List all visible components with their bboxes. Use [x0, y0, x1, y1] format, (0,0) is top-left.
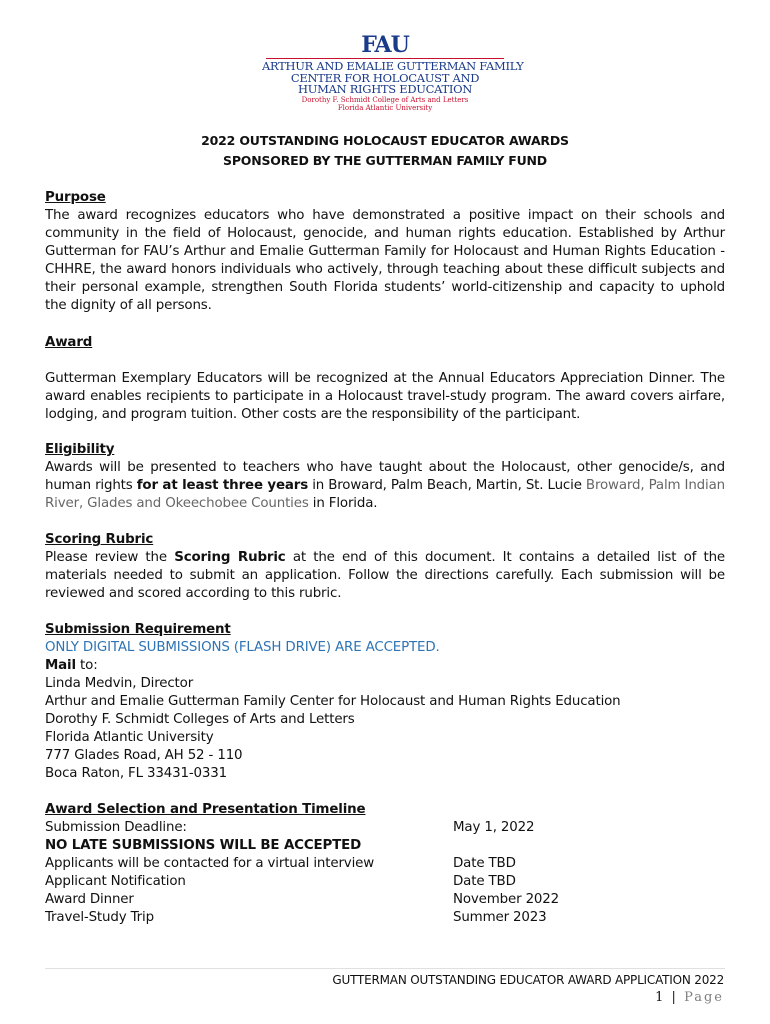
timeline-row-label: Applicant Notification — [45, 874, 186, 889]
page-word: Page — [684, 990, 724, 1005]
page-num: 1 — [655, 990, 666, 1005]
timeline-row-label: Travel-Study Trip — [45, 910, 154, 925]
deadline-value: May 1, 2022 — [453, 820, 535, 835]
eligibility-text-3: in Florida. — [308, 496, 378, 511]
address-line-2: Arthur and Emalie Gutterman Family Center for Holocaust and Human Rights Education — [45, 694, 621, 709]
timeline-row-label: Applicants will be contacted for a virtual interview — [45, 856, 375, 871]
award-text: Gutterman Exemplary Educators will be recognized at the Annual Educators Appreciation Dinner. The award enables recipients to participate in a Holocaust travel-study program. The award covers airfare, lodging, and program tuition. Other costs are the responsibility of the participant. — [45, 371, 725, 422]
purpose-text: The award recognizes educators who have demonstrated a positive impact on their schools and community in the field of Holocaust, genocide, and human rights education. Established by Arthur Gutterman for FAU’s Arthur and Emalie Gutterman Family for Holocaust and Human Rights Education - CHHRE, the award honors individuals who actively, through teaching about these difficult subjects and their personal example, strengthen South Florida students’ world-citizenship and capacity to uphold the dignity of all persons. — [45, 208, 725, 313]
timeline-row-label: Award Dinner — [45, 892, 134, 907]
logo-line-3: HUMAN RIGHTS EDUCATION — [297, 82, 473, 96]
logo-line-1: ARTHUR AND EMALIE GUTTERMAN FAMILY — [262, 59, 524, 73]
purpose-heading: Purpose — [45, 190, 106, 205]
footer-divider — [45, 968, 725, 969]
doc-subtitle: SPONSORED BY THE GUTTERMAN FAMILY FUND — [223, 153, 547, 168]
timeline-row-value: Date TBD — [453, 856, 516, 871]
logo-line-2: CENTER FOR HOLOCAUST AND — [290, 70, 480, 85]
fau-logo-mark: FAU — [361, 32, 409, 58]
fau-logo — [262, 32, 524, 113]
footer-title: GUTTERMAN OUTSTANDING EDUCATOR AWARD APPLICATION 2022 — [332, 973, 724, 987]
address-line-6: Boca Raton, FL 33431-0331 — [45, 766, 228, 781]
eligibility-text — [45, 459, 725, 513]
rubric-bold: Scoring Rubric — [174, 550, 286, 565]
rubric-text — [45, 549, 725, 603]
logo-subline-1: Dorothy F. Schmidt College of Arts and Letters — [301, 95, 469, 104]
digital-notice: ONLY DIGITAL SUBMISSIONS (FLASH DRIVE) ARE ACCEPTED. — [45, 640, 440, 655]
address-line-1: Linda Medvin, Director — [45, 676, 194, 691]
doc-title: 2022 OUTSTANDING HOLOCAUST EDUCATOR AWARDS — [201, 133, 569, 148]
no-late-notice: NO LATE SUBMISSIONS WILL BE ACCEPTED — [45, 838, 362, 853]
eligibility-heading: Eligibility — [45, 442, 115, 457]
rubric-text-1: Please review the — [45, 550, 175, 565]
eligibility-text-1: Awards will be presented to teachers who have taught about the Holocaust, other genocide/s, and human rights — [45, 460, 725, 493]
page-separator: | — [665, 990, 685, 1005]
page-number — [655, 990, 724, 1005]
rubric-text-2: at the end of this document. It contains a detailed list of the materials needed to submit an application. Follow the directions carefully. Each submission will be reviewed and scored according to this rubric. — [45, 550, 725, 601]
timeline-row-value: Summer 2023 — [453, 910, 547, 925]
timeline-heading: Award Selection and Presentation Timeline — [45, 802, 366, 817]
submission-heading: Submission Requirement — [45, 622, 231, 637]
mail-to — [45, 657, 98, 675]
address-line-3: Dorothy F. Schmidt Colleges of Arts and Letters — [45, 712, 355, 727]
mail-label: Mail — [45, 658, 76, 673]
eligibility-text-2: in Broward, Palm Beach, Martin, St. Lucie — [308, 478, 586, 493]
deadline-label: Submission Deadline: — [45, 820, 187, 835]
eligibility-years: for at least three years — [136, 478, 309, 493]
award-heading: Award — [45, 335, 93, 350]
address-line-4: Florida Atlantic University — [45, 730, 214, 745]
timeline-row-value: Date TBD — [453, 874, 516, 889]
timeline-row-value: November 2022 — [453, 892, 560, 907]
logo-subline-2: Florida Atlantic University — [337, 104, 433, 112]
eligibility-counties: Broward, Palm Indian River, Glades and Okeechobee Counties — [45, 478, 725, 511]
rubric-heading: Scoring Rubric — [45, 532, 154, 547]
address-line-5: 777 Glades Road, AH 52 - 110 — [45, 748, 243, 763]
mail-to-text: to: — [75, 658, 98, 673]
